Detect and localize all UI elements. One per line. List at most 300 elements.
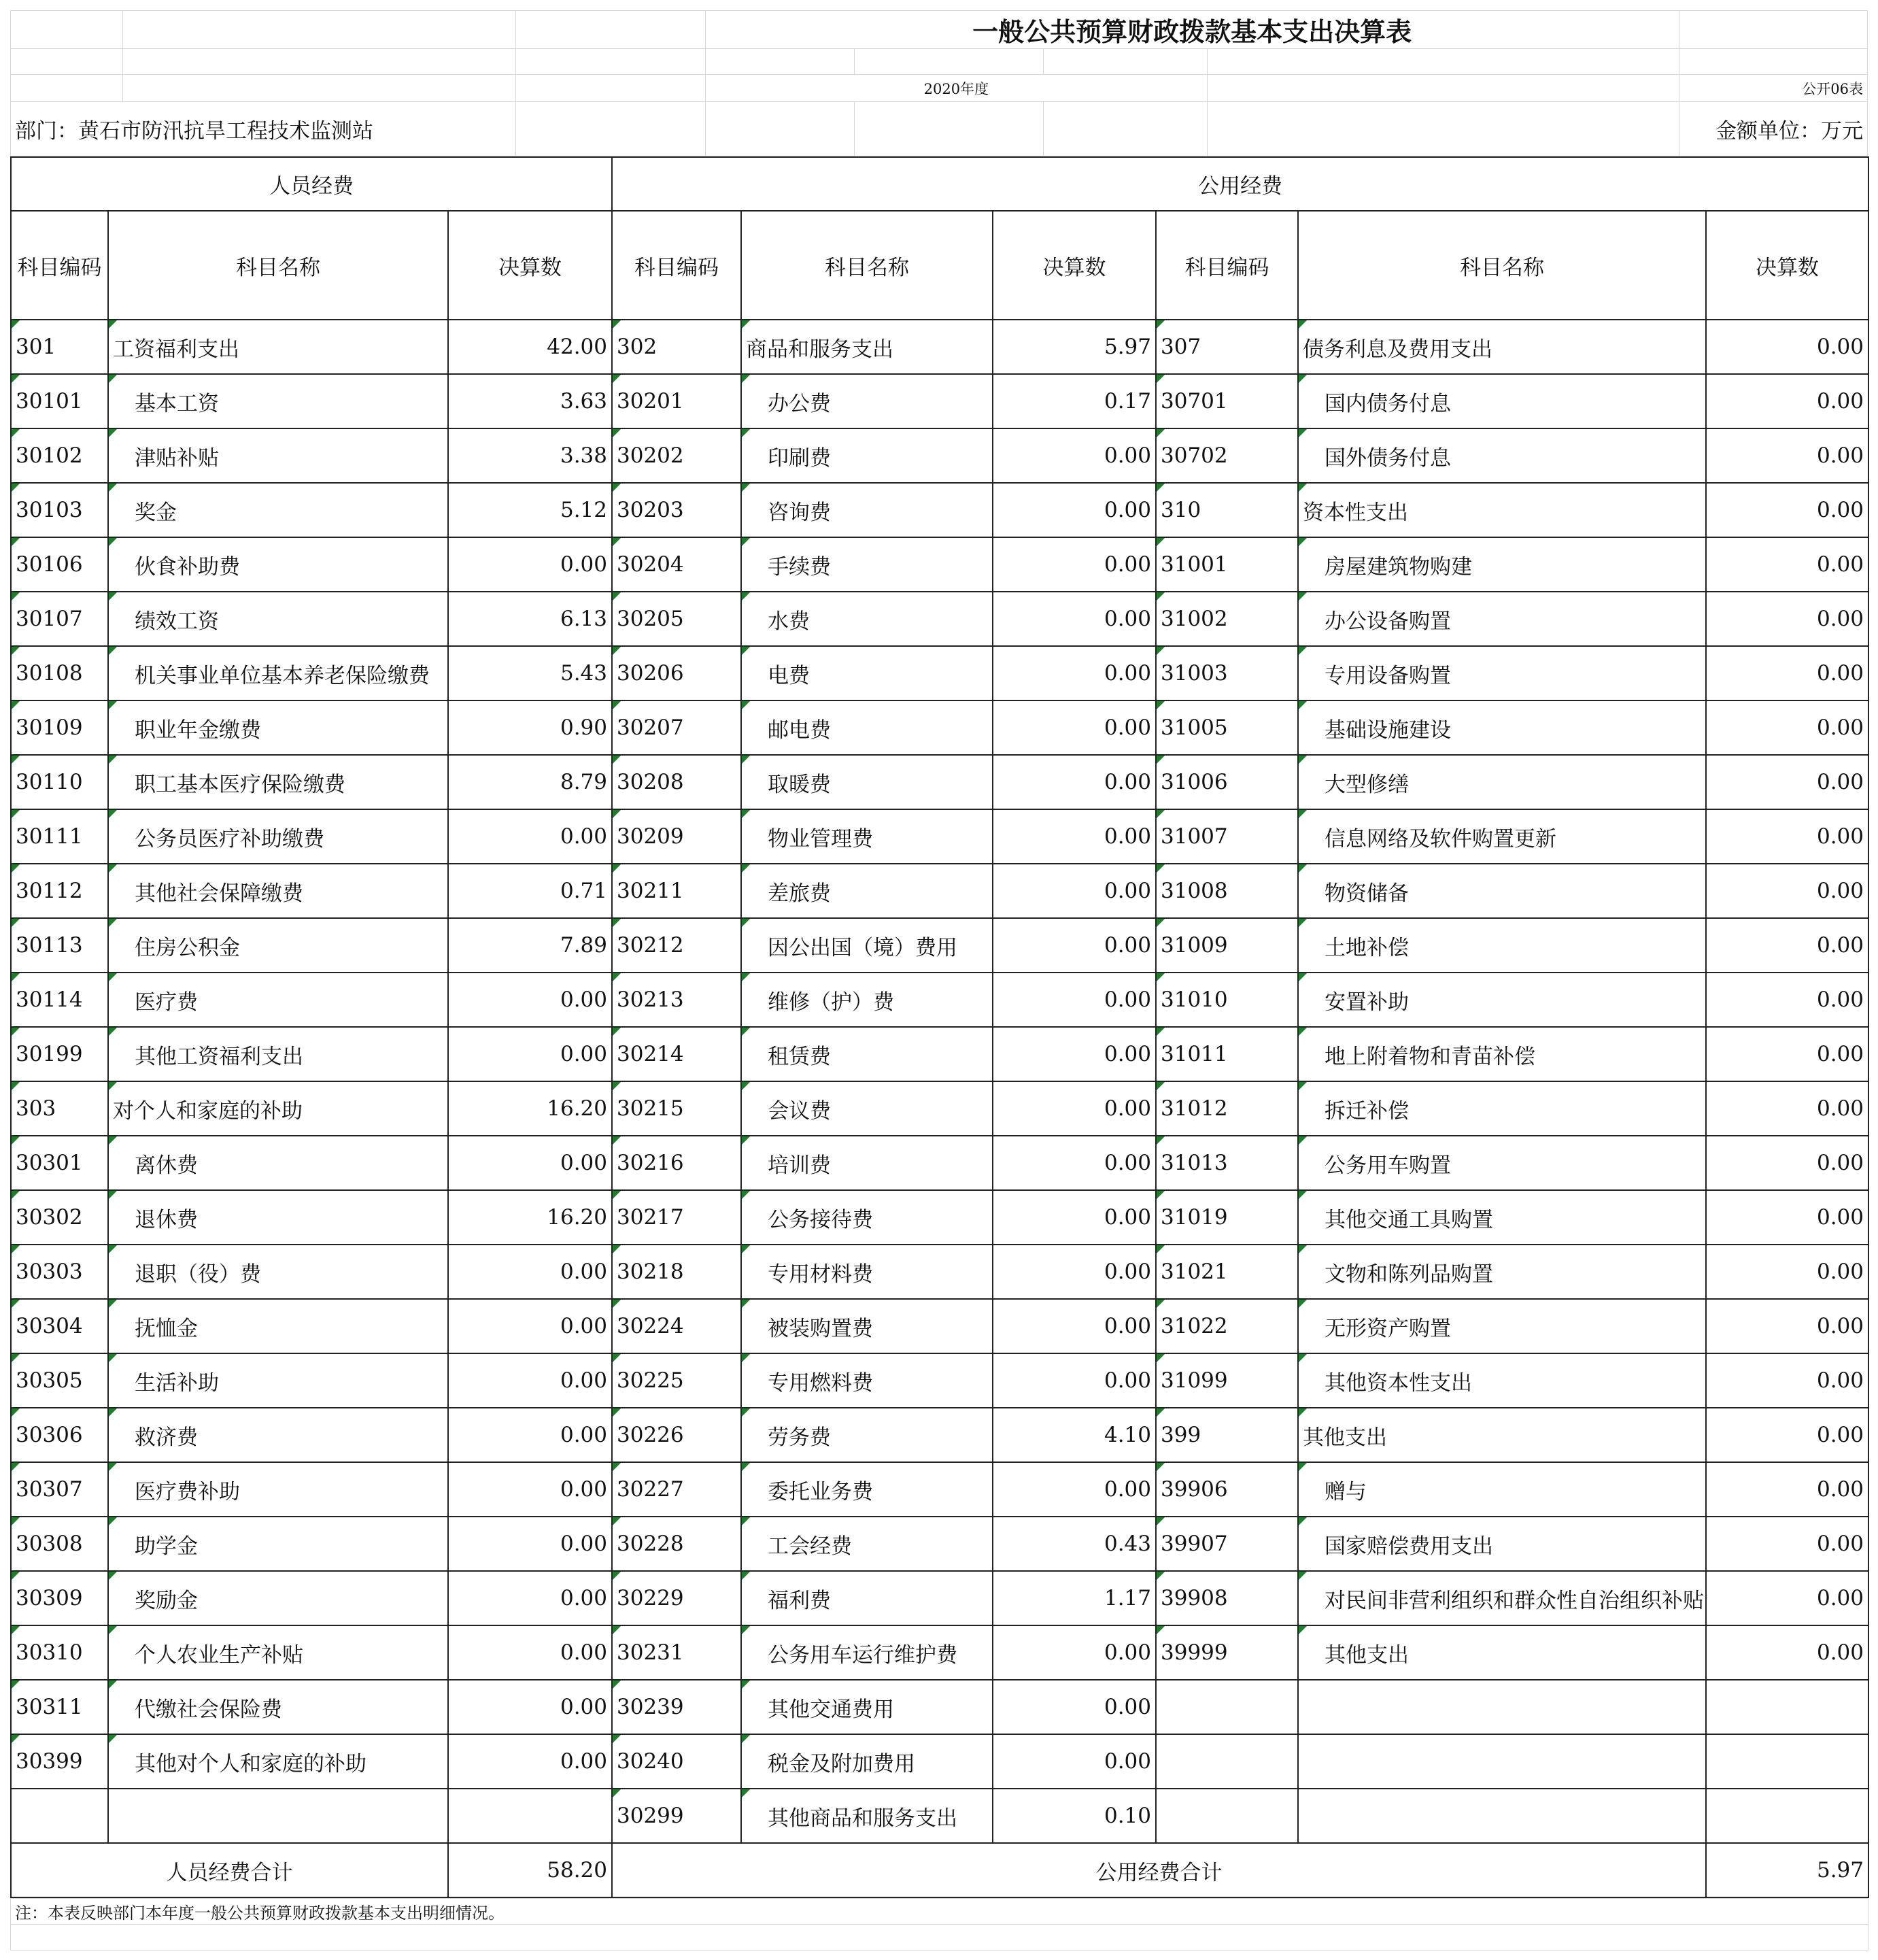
capital-amount-cell[interactable]: 0.00 xyxy=(1706,918,1868,973)
goods-amount-cell[interactable]: 0.00 xyxy=(993,537,1156,592)
personnel-code-cell[interactable]: 30107 xyxy=(11,592,108,646)
table-row xyxy=(11,428,1868,483)
personnel-name-cell[interactable]: 个人农业生产补贴 xyxy=(108,1625,448,1680)
goods-code-cell[interactable]: 30209 xyxy=(612,809,741,864)
capital-name-cell[interactable]: 债务利息及费用支出 xyxy=(1298,320,1706,374)
goods-name-cell[interactable]: 差旅费 xyxy=(741,864,993,918)
personnel-name-cell[interactable]: 公务员医疗补助缴费 xyxy=(108,809,448,864)
goods-amount-cell[interactable]: 0.17 xyxy=(993,374,1156,428)
goods-code-cell[interactable]: 30224 xyxy=(612,1299,741,1353)
goods-code-cell[interactable]: 30206 xyxy=(612,646,741,700)
goods-code-cell[interactable]: 30227 xyxy=(612,1462,741,1517)
table-row xyxy=(11,1462,1868,1517)
capital-name-cell[interactable]: 无形资产购置 xyxy=(1298,1299,1706,1353)
table-row xyxy=(11,864,1868,918)
personnel-name-cell[interactable]: 伙食补助费 xyxy=(108,537,448,592)
empty-row[interactable] xyxy=(11,1925,1868,1950)
capital-code-cell[interactable]: 307 xyxy=(1156,320,1298,374)
capital-amount-cell[interactable]: 0.00 xyxy=(1706,1625,1868,1680)
goods-amount-cell[interactable]: 0.00 xyxy=(993,1136,1156,1190)
goods-name-cell[interactable]: 公务用车运行维护费 xyxy=(741,1625,993,1680)
goods-code-cell[interactable]: 30207 xyxy=(612,700,741,755)
personnel-name-cell[interactable]: 退职（役）费 xyxy=(108,1245,448,1299)
capital-amount-cell[interactable]: 0.00 xyxy=(1706,700,1868,755)
capital-code-cell[interactable]: 31003 xyxy=(1156,646,1298,700)
goods-code-cell[interactable]: 30203 xyxy=(612,483,741,537)
unit-label: 金额单位：万元 xyxy=(1679,102,1867,156)
capital-code-cell[interactable]: 31012 xyxy=(1156,1081,1298,1136)
goods-amount-cell[interactable]: 0.00 xyxy=(993,646,1156,700)
personnel-name-cell[interactable]: 职业年金缴费 xyxy=(108,700,448,755)
goods-name-cell[interactable]: 商品和服务支出 xyxy=(741,320,993,374)
capital-name-cell[interactable]: 办公设备购置 xyxy=(1298,592,1706,646)
personnel-code-cell[interactable]: 301 xyxy=(11,320,108,374)
capital-code-cell[interactable]: 31001 xyxy=(1156,537,1298,592)
capital-code-cell[interactable]: 31009 xyxy=(1156,918,1298,973)
goods-code-cell[interactable]: 30228 xyxy=(612,1517,741,1571)
personnel-name-cell[interactable]: 基本工资 xyxy=(108,374,448,428)
goods-code-cell[interactable]: 30217 xyxy=(612,1190,741,1245)
goods-name-cell[interactable]: 电费 xyxy=(741,646,993,700)
goods-amount-cell[interactable]: 0.00 xyxy=(993,700,1156,755)
capital-code-cell[interactable]: 30702 xyxy=(1156,428,1298,483)
expenditure-table xyxy=(10,156,1869,1898)
goods-code-cell[interactable]: 30212 xyxy=(612,918,741,973)
goods-code-cell[interactable]: 30239 xyxy=(612,1680,741,1734)
goods-code-cell[interactable]: 30240 xyxy=(612,1734,741,1789)
personnel-code-cell[interactable]: 30303 xyxy=(11,1245,108,1299)
goods-amount-cell[interactable]: 0.00 xyxy=(993,809,1156,864)
goods-amount-cell[interactable]: 5.97 xyxy=(993,320,1156,374)
capital-name-cell[interactable] xyxy=(1298,1680,1706,1734)
capital-name-cell[interactable]: 国外债务付息 xyxy=(1298,428,1706,483)
goods-code-cell[interactable]: 30201 xyxy=(612,374,741,428)
personnel-amount-cell[interactable]: 0.00 xyxy=(448,1734,612,1789)
goods-amount-cell[interactable]: 1.17 xyxy=(993,1571,1156,1625)
capital-amount-cell[interactable]: 0.00 xyxy=(1706,1081,1868,1136)
goods-name-cell[interactable]: 会议费 xyxy=(741,1081,993,1136)
capital-code-cell[interactable]: 39908 xyxy=(1156,1571,1298,1625)
personnel-name-cell[interactable] xyxy=(108,1789,448,1843)
header-cell[interactable] xyxy=(1043,49,1208,75)
personnel-name-cell[interactable]: 医疗费补助 xyxy=(108,1462,448,1517)
personnel-amount-cell[interactable]: 0.00 xyxy=(448,1299,612,1353)
capital-amount-cell[interactable]: 0.00 xyxy=(1706,1353,1868,1408)
header-cell[interactable] xyxy=(123,75,516,102)
capital-amount-cell[interactable]: 0.00 xyxy=(1706,483,1868,537)
table-row xyxy=(11,1789,1868,1843)
personnel-amount-cell[interactable]: 0.00 xyxy=(448,1027,612,1081)
capital-code-cell[interactable]: 31011 xyxy=(1156,1027,1298,1081)
personnel-name-cell[interactable]: 住房公积金 xyxy=(108,918,448,973)
goods-amount-cell[interactable]: 0.00 xyxy=(993,755,1156,809)
personnel-amount-cell[interactable]: 0.00 xyxy=(448,1625,612,1680)
table-row xyxy=(11,1027,1868,1081)
personnel-amount-cell[interactable]: 0.00 xyxy=(448,1353,612,1408)
goods-name-cell[interactable]: 水费 xyxy=(741,592,993,646)
goods-code-cell[interactable]: 302 xyxy=(612,320,741,374)
personnel-name-cell[interactable]: 医疗费 xyxy=(108,973,448,1027)
table-row xyxy=(11,320,1868,374)
col-header-code: 科目编码 xyxy=(1156,211,1298,320)
header-cell[interactable] xyxy=(516,11,706,49)
capital-amount-cell[interactable]: 0.00 xyxy=(1706,755,1868,809)
personnel-amount-cell[interactable]: 5.43 xyxy=(448,646,612,700)
capital-amount-cell[interactable]: 0.00 xyxy=(1706,1136,1868,1190)
capital-name-cell[interactable]: 其他资本性支出 xyxy=(1298,1353,1706,1408)
capital-code-cell[interactable]: 39906 xyxy=(1156,1462,1298,1517)
header-cell[interactable] xyxy=(516,49,706,75)
capital-amount-cell[interactable]: 0.00 xyxy=(1706,592,1868,646)
personnel-name-cell[interactable]: 生活补助 xyxy=(108,1353,448,1408)
capital-code-cell[interactable] xyxy=(1156,1789,1298,1843)
table-row xyxy=(11,1517,1868,1571)
header-cell[interactable] xyxy=(123,49,516,75)
capital-amount-cell[interactable]: 0.00 xyxy=(1706,320,1868,374)
goods-amount-cell[interactable]: 0.00 xyxy=(993,1462,1156,1517)
capital-amount-cell[interactable]: 0.00 xyxy=(1706,864,1868,918)
capital-code-cell[interactable]: 31006 xyxy=(1156,755,1298,809)
goods-code-cell[interactable]: 30208 xyxy=(612,755,741,809)
personnel-code-cell[interactable]: 30112 xyxy=(11,864,108,918)
goods-code-cell[interactable]: 30214 xyxy=(612,1027,741,1081)
capital-amount-cell[interactable]: 0.00 xyxy=(1706,1462,1868,1517)
goods-code-cell[interactable]: 30204 xyxy=(612,537,741,592)
personnel-code-cell[interactable]: 30307 xyxy=(11,1462,108,1517)
goods-amount-cell[interactable]: 0.00 xyxy=(993,1680,1156,1734)
personnel-code-cell[interactable]: 30311 xyxy=(11,1680,108,1734)
capital-amount-cell[interactable] xyxy=(1706,1734,1868,1789)
goods-name-cell[interactable]: 税金及附加费用 xyxy=(741,1734,993,1789)
header-cell[interactable] xyxy=(1043,102,1208,156)
personnel-name-cell[interactable]: 绩效工资 xyxy=(108,592,448,646)
personnel-name-cell[interactable]: 退休费 xyxy=(108,1190,448,1245)
personnel-code-cell[interactable]: 30111 xyxy=(11,809,108,864)
header-cell[interactable] xyxy=(1679,11,1867,49)
header-cell[interactable] xyxy=(705,49,855,75)
personnel-amount-cell[interactable]: 42.00 xyxy=(448,320,612,374)
capital-name-cell[interactable]: 专用设备购置 xyxy=(1298,646,1706,700)
personnel-code-cell[interactable]: 30113 xyxy=(11,918,108,973)
capital-name-cell[interactable] xyxy=(1298,1789,1706,1843)
capital-amount-cell[interactable]: 0.00 xyxy=(1706,1408,1868,1462)
personnel-amount-cell[interactable]: 0.00 xyxy=(448,1680,612,1734)
header-cell[interactable] xyxy=(11,75,123,102)
goods-code-cell[interactable]: 30213 xyxy=(612,973,741,1027)
capital-code-cell[interactable]: 30701 xyxy=(1156,374,1298,428)
personnel-name-cell[interactable]: 助学金 xyxy=(108,1517,448,1571)
goods-amount-cell[interactable]: 0.00 xyxy=(993,1299,1156,1353)
personnel-code-cell[interactable]: 30304 xyxy=(11,1299,108,1353)
personnel-code-cell[interactable]: 30109 xyxy=(11,700,108,755)
goods-name-cell[interactable]: 租赁费 xyxy=(741,1027,993,1081)
header-cell[interactable] xyxy=(705,102,855,156)
personnel-amount-cell[interactable]: 0.00 xyxy=(448,1136,612,1190)
personnel-name-cell[interactable]: 机关事业单位基本养老保险缴费 xyxy=(108,646,448,700)
goods-name-cell[interactable]: 培训费 xyxy=(741,1136,993,1190)
personnel-amount-cell[interactable]: 0.00 xyxy=(448,1462,612,1517)
capital-code-cell[interactable]: 39999 xyxy=(1156,1625,1298,1680)
capital-name-cell[interactable]: 其他支出 xyxy=(1298,1408,1706,1462)
goods-name-cell[interactable]: 被装购置费 xyxy=(741,1299,993,1353)
goods-name-cell[interactable]: 工会经费 xyxy=(741,1517,993,1571)
personnel-code-cell[interactable]: 30114 xyxy=(11,973,108,1027)
personnel-amount-cell[interactable]: 0.00 xyxy=(448,1245,612,1299)
personnel-code-cell[interactable]: 30305 xyxy=(11,1353,108,1408)
personnel-code-cell[interactable] xyxy=(11,1789,108,1843)
header-cell[interactable] xyxy=(11,49,123,75)
goods-name-cell[interactable]: 邮电费 xyxy=(741,700,993,755)
capital-code-cell[interactable]: 31002 xyxy=(1156,592,1298,646)
personnel-amount-cell[interactable]: 0.00 xyxy=(448,973,612,1027)
header-cell[interactable] xyxy=(1208,49,1679,75)
goods-amount-cell[interactable]: 0.00 xyxy=(993,1353,1156,1408)
goods-amount-cell[interactable]: 0.00 xyxy=(993,1081,1156,1136)
goods-name-cell[interactable]: 办公费 xyxy=(741,374,993,428)
table-row xyxy=(11,1571,1868,1625)
capital-code-cell[interactable]: 31099 xyxy=(1156,1353,1298,1408)
personnel-code-cell[interactable]: 30106 xyxy=(11,537,108,592)
personnel-code-cell[interactable]: 303 xyxy=(11,1081,108,1136)
personnel-name-cell[interactable]: 奖励金 xyxy=(108,1571,448,1625)
capital-name-cell[interactable]: 安置补助 xyxy=(1298,973,1706,1027)
personnel-amount-cell[interactable]: 0.71 xyxy=(448,864,612,918)
header-cell[interactable] xyxy=(1208,102,1679,156)
personnel-name-cell[interactable]: 救济费 xyxy=(108,1408,448,1462)
personnel-amount-cell[interactable]: 16.20 xyxy=(448,1081,612,1136)
goods-name-cell[interactable]: 取暖费 xyxy=(741,755,993,809)
capital-name-cell[interactable]: 文物和陈列品购置 xyxy=(1298,1245,1706,1299)
personnel-code-cell[interactable]: 30301 xyxy=(11,1136,108,1190)
personnel-code-cell[interactable]: 30103 xyxy=(11,483,108,537)
capital-name-cell[interactable]: 拆迁补偿 xyxy=(1298,1081,1706,1136)
goods-name-cell[interactable]: 专用燃料费 xyxy=(741,1353,993,1408)
capital-amount-cell[interactable]: 0.00 xyxy=(1706,1517,1868,1571)
goods-code-cell[interactable]: 30225 xyxy=(612,1353,741,1408)
goods-code-cell[interactable]: 30216 xyxy=(612,1136,741,1190)
personnel-amount-cell[interactable] xyxy=(448,1789,612,1843)
personnel-amount-cell[interactable]: 0.00 xyxy=(448,1571,612,1625)
personnel-code-cell[interactable]: 30310 xyxy=(11,1625,108,1680)
goods-name-cell[interactable]: 物业管理费 xyxy=(741,809,993,864)
goods-code-cell[interactable]: 30205 xyxy=(612,592,741,646)
capital-amount-cell[interactable]: 0.00 xyxy=(1706,1190,1868,1245)
personnel-amount-cell[interactable]: 3.63 xyxy=(448,374,612,428)
goods-code-cell[interactable]: 30215 xyxy=(612,1081,741,1136)
personnel-name-cell[interactable]: 对个人和家庭的补助 xyxy=(108,1081,448,1136)
goods-amount-cell[interactable]: 0.00 xyxy=(993,1245,1156,1299)
goods-code-cell[interactable]: 30231 xyxy=(612,1625,741,1680)
header-cell[interactable] xyxy=(1208,75,1679,102)
goods-name-cell[interactable]: 印刷费 xyxy=(741,428,993,483)
table-row xyxy=(11,1299,1868,1353)
capital-name-cell[interactable]: 国内债务付息 xyxy=(1298,374,1706,428)
capital-amount-cell[interactable] xyxy=(1706,1789,1868,1843)
capital-name-cell[interactable]: 其他支出 xyxy=(1298,1625,1706,1680)
goods-amount-cell[interactable]: 0.00 xyxy=(993,1734,1156,1789)
capital-code-cell[interactable]: 31022 xyxy=(1156,1299,1298,1353)
table-row xyxy=(11,755,1868,809)
personnel-name-cell[interactable]: 离休费 xyxy=(108,1136,448,1190)
goods-code-cell[interactable]: 30211 xyxy=(612,864,741,918)
personnel-code-cell[interactable]: 30302 xyxy=(11,1190,108,1245)
capital-name-cell[interactable]: 其他交通工具购置 xyxy=(1298,1190,1706,1245)
personnel-code-cell[interactable]: 30309 xyxy=(11,1571,108,1625)
capital-code-cell[interactable]: 31010 xyxy=(1156,973,1298,1027)
personnel-code-cell[interactable]: 30308 xyxy=(11,1517,108,1571)
total-personnel-amount: 58.20 xyxy=(448,1843,612,1897)
goods-amount-cell[interactable]: 0.00 xyxy=(993,1027,1156,1081)
personnel-name-cell[interactable]: 其他对个人和家庭的补助 xyxy=(108,1734,448,1789)
capital-code-cell[interactable]: 31008 xyxy=(1156,864,1298,918)
goods-name-cell[interactable]: 劳务费 xyxy=(741,1408,993,1462)
goods-amount-cell[interactable]: 0.00 xyxy=(993,1625,1156,1680)
goods-code-cell[interactable]: 30226 xyxy=(612,1408,741,1462)
personnel-name-cell[interactable]: 工资福利支出 xyxy=(108,320,448,374)
personnel-name-cell[interactable]: 其他工资福利支出 xyxy=(108,1027,448,1081)
personnel-code-cell[interactable]: 30102 xyxy=(11,428,108,483)
goods-amount-cell[interactable]: 0.43 xyxy=(993,1517,1156,1571)
capital-amount-cell[interactable]: 0.00 xyxy=(1706,537,1868,592)
goods-name-cell[interactable]: 因公出国（境）费用 xyxy=(741,918,993,973)
goods-name-cell[interactable]: 手续费 xyxy=(741,537,993,592)
goods-amount-cell[interactable]: 0.00 xyxy=(993,592,1156,646)
capital-code-cell[interactable]: 39907 xyxy=(1156,1517,1298,1571)
personnel-amount-cell[interactable]: 5.12 xyxy=(448,483,612,537)
personnel-name-cell[interactable]: 津贴补贴 xyxy=(108,428,448,483)
personnel-amount-cell[interactable]: 0.00 xyxy=(448,1408,612,1462)
capital-name-cell[interactable]: 赠与 xyxy=(1298,1462,1706,1517)
capital-amount-cell[interactable] xyxy=(1706,1680,1868,1734)
personnel-name-cell[interactable]: 其他社会保障缴费 xyxy=(108,864,448,918)
personnel-amount-cell[interactable]: 16.20 xyxy=(448,1190,612,1245)
goods-name-cell[interactable]: 专用材料费 xyxy=(741,1245,993,1299)
goods-name-cell[interactable]: 委托业务费 xyxy=(741,1462,993,1517)
capital-name-cell[interactable]: 物资储备 xyxy=(1298,864,1706,918)
goods-name-cell[interactable]: 咨询费 xyxy=(741,483,993,537)
col-header-code: 科目编码 xyxy=(612,211,741,320)
table-row xyxy=(11,918,1868,973)
personnel-code-cell[interactable]: 30199 xyxy=(11,1027,108,1081)
capital-name-cell[interactable]: 国家赔偿费用支出 xyxy=(1298,1517,1706,1571)
capital-name-cell[interactable] xyxy=(1298,1734,1706,1789)
table-row xyxy=(11,1408,1868,1462)
goods-amount-cell[interactable]: 0.00 xyxy=(993,483,1156,537)
goods-code-cell[interactable]: 30229 xyxy=(612,1571,741,1625)
goods-amount-cell[interactable]: 0.00 xyxy=(993,973,1156,1027)
goods-code-cell[interactable]: 30218 xyxy=(612,1245,741,1299)
capital-amount-cell[interactable]: 0.00 xyxy=(1706,1027,1868,1081)
capital-code-cell[interactable]: 31005 xyxy=(1156,700,1298,755)
col-header-name: 科目名称 xyxy=(741,211,993,320)
header-cell[interactable] xyxy=(516,75,706,102)
capital-name-cell[interactable]: 公务用车购置 xyxy=(1298,1136,1706,1190)
capital-name-cell[interactable]: 基础设施建设 xyxy=(1298,700,1706,755)
sheet-header-grid xyxy=(10,10,1868,156)
table-row xyxy=(11,374,1868,428)
capital-name-cell[interactable]: 大型修缮 xyxy=(1298,755,1706,809)
capital-code-cell[interactable]: 31013 xyxy=(1156,1136,1298,1190)
header-cell[interactable] xyxy=(516,102,706,156)
goods-amount-cell[interactable]: 0.00 xyxy=(993,918,1156,973)
capital-amount-cell[interactable]: 0.00 xyxy=(1706,374,1868,428)
personnel-amount-cell[interactable]: 0.90 xyxy=(448,700,612,755)
header-cell[interactable] xyxy=(11,11,123,49)
capital-code-cell[interactable]: 31007 xyxy=(1156,809,1298,864)
goods-amount-cell[interactable]: 4.10 xyxy=(993,1408,1156,1462)
capital-name-cell[interactable]: 资本性支出 xyxy=(1298,483,1706,537)
personnel-amount-cell[interactable]: 6.13 xyxy=(448,592,612,646)
goods-name-cell[interactable]: 公务接待费 xyxy=(741,1190,993,1245)
personnel-name-cell[interactable]: 奖金 xyxy=(108,483,448,537)
capital-code-cell[interactable]: 399 xyxy=(1156,1408,1298,1462)
personnel-amount-cell[interactable]: 0.00 xyxy=(448,1517,612,1571)
capital-code-cell[interactable]: 31019 xyxy=(1156,1190,1298,1245)
goods-amount-cell[interactable]: 0.00 xyxy=(993,864,1156,918)
header-cell[interactable] xyxy=(855,102,1043,156)
goods-amount-cell[interactable]: 0.00 xyxy=(993,428,1156,483)
goods-code-cell[interactable]: 30299 xyxy=(612,1789,741,1843)
personnel-amount-cell[interactable]: 7.89 xyxy=(448,918,612,973)
col-header-amount: 决算数 xyxy=(448,211,612,320)
capital-name-cell[interactable]: 地上附着物和青苗补偿 xyxy=(1298,1027,1706,1081)
table-row xyxy=(11,809,1868,864)
header-cell[interactable] xyxy=(855,49,1043,75)
capital-amount-cell[interactable]: 0.00 xyxy=(1706,1245,1868,1299)
personnel-code-cell[interactable]: 30399 xyxy=(11,1734,108,1789)
header-cell[interactable] xyxy=(1679,49,1867,75)
capital-code-cell[interactable] xyxy=(1156,1680,1298,1734)
goods-amount-cell[interactable]: 0.10 xyxy=(993,1789,1156,1843)
capital-amount-cell[interactable]: 0.00 xyxy=(1706,809,1868,864)
capital-code-cell[interactable]: 310 xyxy=(1156,483,1298,537)
personnel-amount-cell[interactable]: 3.38 xyxy=(448,428,612,483)
personnel-name-cell[interactable]: 抚恤金 xyxy=(108,1299,448,1353)
table-body xyxy=(11,320,1868,1843)
goods-name-cell[interactable]: 其他交通费用 xyxy=(741,1680,993,1734)
personnel-code-cell[interactable]: 30108 xyxy=(11,646,108,700)
personnel-code-cell[interactable]: 30101 xyxy=(11,374,108,428)
capital-amount-cell[interactable]: 0.00 xyxy=(1706,428,1868,483)
goods-name-cell[interactable]: 其他商品和服务支出 xyxy=(741,1789,993,1843)
capital-amount-cell[interactable]: 0.00 xyxy=(1706,1571,1868,1625)
capital-amount-cell[interactable]: 0.00 xyxy=(1706,973,1868,1027)
capital-amount-cell[interactable]: 0.00 xyxy=(1706,1299,1868,1353)
personnel-code-cell[interactable]: 30306 xyxy=(11,1408,108,1462)
header-cell[interactable] xyxy=(123,11,516,49)
personnel-code-cell[interactable]: 30110 xyxy=(11,755,108,809)
capital-code-cell[interactable]: 31021 xyxy=(1156,1245,1298,1299)
capital-name-cell[interactable]: 房屋建筑物购建 xyxy=(1298,537,1706,592)
capital-name-cell[interactable]: 土地补偿 xyxy=(1298,918,1706,973)
personnel-name-cell[interactable]: 职工基本医疗保险缴费 xyxy=(108,755,448,809)
capital-amount-cell[interactable]: 0.00 xyxy=(1706,646,1868,700)
table-row xyxy=(11,700,1868,755)
goods-name-cell[interactable]: 福利费 xyxy=(741,1571,993,1625)
personnel-amount-cell[interactable]: 8.79 xyxy=(448,755,612,809)
col-header-name: 科目名称 xyxy=(1298,211,1706,320)
capital-name-cell[interactable]: 对民间非营利组织和群众性自治组织补贴 xyxy=(1298,1571,1706,1625)
goods-name-cell[interactable]: 维修（护）费 xyxy=(741,973,993,1027)
page-title: 一般公共预算财政拨款基本支出决算表 xyxy=(705,11,1679,49)
capital-code-cell[interactable] xyxy=(1156,1734,1298,1789)
personnel-amount-cell[interactable]: 0.00 xyxy=(448,537,612,592)
goods-amount-cell[interactable]: 0.00 xyxy=(993,1190,1156,1245)
personnel-amount-cell[interactable]: 0.00 xyxy=(448,809,612,864)
capital-name-cell[interactable]: 信息网络及软件购置更新 xyxy=(1298,809,1706,864)
personnel-name-cell[interactable]: 代缴社会保险费 xyxy=(108,1680,448,1734)
goods-code-cell[interactable]: 30202 xyxy=(612,428,741,483)
